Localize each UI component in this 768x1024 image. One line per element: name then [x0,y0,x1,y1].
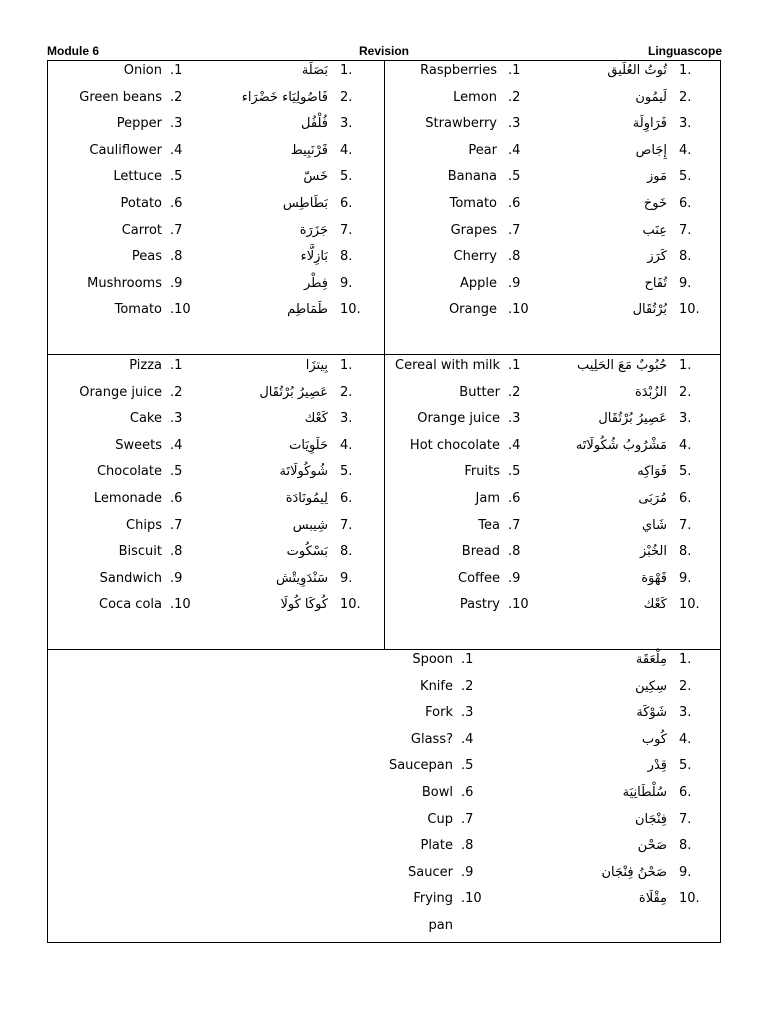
module-label: Module 6 [47,44,100,58]
arabic-item-number: 6. [679,785,692,800]
arabic-item-number: 10. [679,891,700,907]
arabic-word: مَشْرُوبُ شُكُولَاتَه [575,437,667,453]
arabic-word: فِطْر [303,275,328,291]
english-word: Saucer [408,864,453,880]
english-word: Chocolate [96,464,162,480]
arabic-item-number: 4. [340,142,353,158]
arabic-word: شِيبس [292,517,328,533]
english-word: Mushrooms [87,275,162,291]
english-word: Tomato [114,302,162,318]
english-item-number: .9 [170,570,183,586]
arabic-word: قَرْنَبِيط [290,142,328,158]
english-word: Chips [126,517,162,533]
english-item-number: .5 [461,758,474,774]
english-item-number: .4 [461,731,474,747]
english-word: Pear [468,142,497,158]
arabic-item-number: 6. [679,196,692,211]
arabic-item-number: 1. [679,652,692,667]
arabic-word: بَسْكُوت [286,544,328,560]
arabic-item-number: 7. [340,222,353,238]
english-word: Cherry [453,249,497,265]
english-item-number: .2 [170,384,183,400]
arabic-word: صَحْنُ فِنْجَان [601,864,667,880]
english-word-continuation: pan [428,918,453,933]
arabic-word: بَطَاطِس [282,196,328,211]
english-item-number: .2 [170,89,183,105]
english-word: Sandwich [99,570,162,586]
arabic-item-number: 9. [679,570,692,586]
arabic-item-number: 10. [679,302,700,318]
arabic-item-number: 8. [679,249,692,265]
english-item-number: .5 [508,464,521,480]
arabic-item-number: 5. [340,169,353,185]
arabic-word: بُرْتُقَال [632,302,667,318]
arabic-word: كَرَز [647,249,667,265]
english-word: Biscuit [118,544,162,560]
arabic-word: خَسّ [303,169,328,185]
english-item-number: .1 [170,358,183,373]
english-item-number: .5 [170,464,183,480]
arabic-word: كَعْك [643,597,667,613]
english-word: Butter [459,384,500,400]
arabic-word: قِدْر [647,758,667,774]
arabic-word: فَرَاوِلَة [632,116,667,132]
arabic-word: طَمَاطِم [287,302,328,318]
arabic-word: بِيتزَا [305,358,328,373]
arabic-item-number: 4. [340,437,353,453]
arabic-word: صَحْن [637,838,667,854]
arabic-word: الزُبْدَة [635,384,667,400]
arabic-word: مُرَبَى [638,491,667,506]
arabic-item-number: 1. [340,358,353,373]
arabic-word: إِجَاص [635,142,667,158]
arabic-item-number: 2. [340,89,353,105]
arabic-word: مِلْعَقَة [635,652,667,667]
english-item-number: .7 [508,222,521,238]
arabic-word: بَازِلَّاء [300,249,328,265]
english-item-number: .8 [508,544,521,560]
english-word: Green beans [79,89,162,105]
english-item-number: .4 [508,142,521,158]
arabic-item-number: 6. [679,491,692,506]
english-word: Fork [425,705,453,721]
arabic-item-number: 3. [340,411,353,427]
arabic-word: جَزَرَة [299,222,328,238]
arabic-item-number: 4. [679,437,692,453]
english-item-number: .8 [508,249,521,265]
english-word: Cauliflower [89,142,162,158]
english-word: Orange [448,302,497,318]
arabic-item-number: 10. [679,597,700,613]
arabic-word: شَوْكَة [636,705,667,721]
english-item-number: .6 [508,196,521,211]
english-item-number: .3 [170,116,183,132]
arabic-word: بَصَلَة [301,63,328,78]
section-divider-2 [47,649,721,650]
arabic-word: قَهْوَة [641,570,667,586]
arabic-item-number: 8. [679,838,692,854]
english-item-number: .6 [508,491,521,506]
arabic-item-number: 7. [679,222,692,238]
english-word: Coffee [458,570,500,586]
arabic-word: كَعْك [304,411,328,427]
english-item-number: .9 [508,570,521,586]
english-item-number: .10 [170,302,191,318]
english-word: Potato [120,196,162,211]
arabic-item-number: 3. [679,411,692,427]
english-word: Bowl [421,785,453,800]
english-word: Orange juice [417,411,500,427]
english-word: Lemon [453,89,497,105]
arabic-word: خَوخ [643,196,667,211]
arabic-word: شَاي [641,517,667,533]
english-word: Cake [129,411,162,427]
arabic-item-number: 9. [679,864,692,880]
arabic-item-number: 8. [679,544,692,560]
english-word: Lemonade [93,491,162,506]
arabic-item-number: 9. [679,275,692,291]
english-item-number: .9 [508,275,521,291]
arabic-item-number: 2. [679,89,692,105]
arabic-item-number: 4. [679,142,692,158]
publisher-label: Linguascope [647,44,722,58]
english-item-number: .5 [508,169,521,185]
english-word: Strawberry [425,116,497,132]
english-item-number: .4 [508,437,521,453]
english-item-number: .8 [170,544,183,560]
english-item-number: .7 [461,811,474,827]
english-word: Apple [459,275,497,291]
arabic-item-number: 2. [679,678,692,694]
english-word: Hot chocolate [409,437,500,453]
english-word: Fruits [464,464,500,480]
arabic-item-number: 2. [340,384,353,400]
english-item-number: .7 [170,222,183,238]
english-item-number: .10 [508,302,529,318]
english-item-number: .4 [170,437,183,453]
english-word: Cereal with milk [395,358,500,373]
arabic-item-number: 10. [340,597,361,613]
arabic-word: عِنَب [642,222,667,238]
english-word: Jam [475,491,500,506]
english-item-number: .7 [170,517,183,533]
english-word: Plate [420,838,453,854]
english-item-number: .2 [508,89,521,105]
english-word: Knife [420,678,453,694]
arabic-item-number: 5. [679,758,692,774]
arabic-item-number: 7. [679,811,692,827]
arabic-word: سَنْدَوِيتْش [275,570,328,586]
english-item-number: .4 [170,142,183,158]
english-item-number: .6 [170,491,183,506]
arabic-word: كُوكَا كُولَا [280,597,328,613]
english-item-number: .3 [508,411,521,427]
arabic-item-number: 3. [679,705,692,721]
arabic-item-number: 6. [340,491,353,506]
english-word: Carrot [121,222,162,238]
english-word: Tea [478,517,500,533]
arabic-item-number: 1. [679,63,692,78]
english-word: Frying [413,891,453,907]
english-item-number: .1 [508,63,521,78]
arabic-item-number: 7. [340,517,353,533]
english-item-number: .6 [461,785,474,800]
english-word: Pastry [459,597,500,613]
english-word: Coca cola [99,597,162,613]
english-word: Saucepan [388,758,453,774]
english-word: Orange juice [79,384,162,400]
column-divider [384,60,385,649]
english-word: Glass? [410,731,453,747]
english-item-number: .5 [170,169,183,185]
arabic-item-number: 8. [340,544,353,560]
arabic-item-number: 1. [679,358,692,373]
arabic-item-number: 8. [340,249,353,265]
arabic-item-number: 2. [679,384,692,400]
english-word: Banana [447,169,497,185]
english-item-number: .1 [508,358,521,373]
page-header [47,44,722,60]
english-item-number: .3 [170,411,183,427]
english-item-number: .9 [170,275,183,291]
arabic-item-number: 5. [679,169,692,185]
arabic-item-number: 3. [679,116,692,132]
english-item-number: .2 [508,384,521,400]
english-word: Pizza [129,358,162,373]
english-word: Pepper [116,116,162,132]
arabic-word: مِقْلَاة [638,891,667,907]
english-item-number: .8 [461,838,474,854]
english-item-number: .7 [508,517,521,533]
english-word: Raspberries [420,63,497,78]
english-word: Lettuce [113,169,162,185]
english-word: Onion [123,63,162,78]
arabic-word: عَصِيرُ بُرْتُقَال [598,411,667,427]
revision-title: Revision [359,44,410,58]
english-item-number: .10 [461,891,482,907]
arabic-word: فَوَاكِه [637,464,667,480]
arabic-word: لَيمُون [635,89,667,105]
english-word: Bread [461,544,500,560]
english-word: Cup [427,811,453,827]
arabic-item-number: 10. [340,302,361,318]
english-word: Grapes [450,222,497,238]
arabic-word: فَاصُولِيَاء خَضْرَاء [241,89,328,105]
arabic-item-number: 5. [340,464,353,480]
arabic-word: حُبُوبٌ مَعَ الحَلِيب [576,358,667,373]
arabic-item-number: 3. [340,116,353,132]
arabic-item-number: 6. [340,196,353,211]
arabic-word: سِكِين [635,678,667,694]
arabic-item-number: 7. [679,517,692,533]
arabic-item-number: 9. [340,570,353,586]
arabic-word: تُوتُ العُلَيق [607,63,667,78]
english-item-number: .3 [461,705,474,721]
arabic-word: لِيمُونَادَة [285,491,328,506]
english-word: Tomato [449,196,497,211]
arabic-word: مَوز [647,169,667,185]
english-item-number: .8 [170,249,183,265]
arabic-word: فُلْفُل [301,116,328,132]
arabic-word: عَصِيرُ بُرْتُقَال [259,384,328,400]
english-item-number: .1 [461,652,474,667]
english-item-number: .10 [170,597,191,613]
english-item-number: .10 [508,597,529,613]
arabic-item-number: 1. [340,63,353,78]
english-item-number: .3 [508,116,521,132]
english-item-number: .1 [170,63,183,78]
english-item-number: .2 [461,678,474,694]
arabic-item-number: 5. [679,464,692,480]
english-word: Spoon [412,652,453,667]
arabic-word: تُفَاح [644,275,667,291]
arabic-word: كُوب [641,731,667,747]
english-item-number: .6 [170,196,183,211]
english-word: Peas [131,249,162,265]
arabic-word: حَلَوِيَات [289,437,328,453]
english-item-number: .9 [461,864,474,880]
arabic-item-number: 4. [679,731,692,747]
english-word: Sweets [115,437,162,453]
arabic-word: الخُبْز [639,544,667,560]
arabic-item-number: 9. [340,275,353,291]
arabic-word: شُوكُولَاتَة [279,464,328,480]
arabic-word: فِنْجَان [634,811,667,827]
arabic-word: سُلْطَانِيَة [622,785,667,800]
